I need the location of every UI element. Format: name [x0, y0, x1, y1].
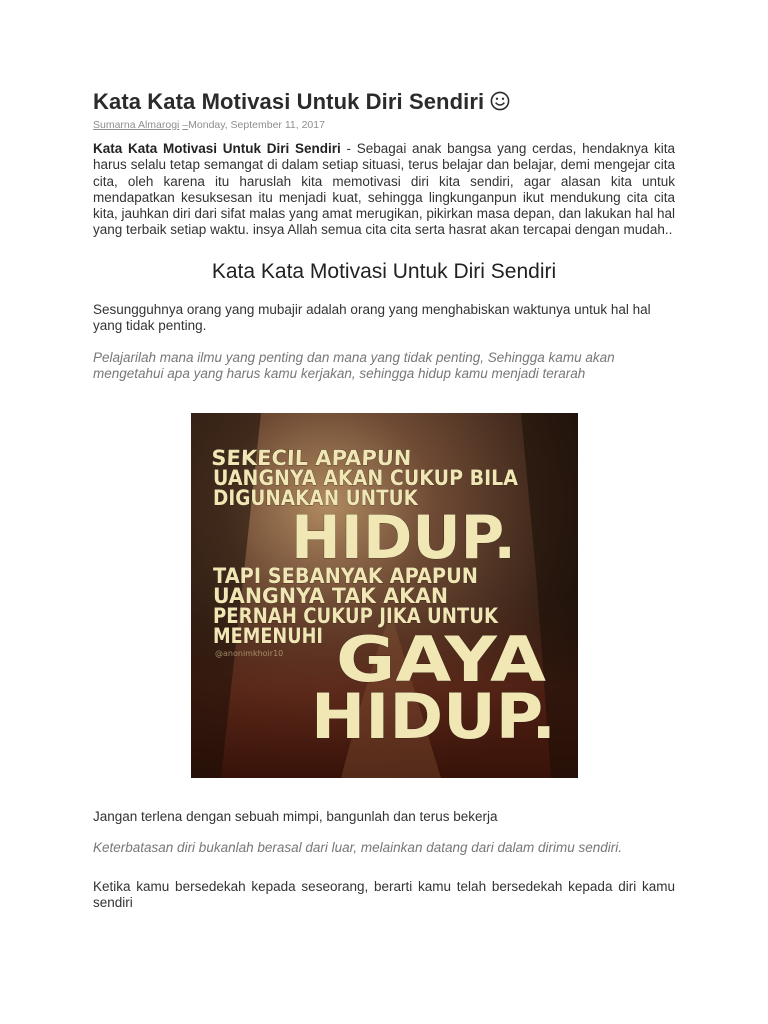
- intro-text: - Sebagai anak bangsa yang cerdas, hendaknya kita harus selalu tetap semangat di dalam setiap situasi, terus belajar dan belajar, demi mengejar cita cita, oleh karena itu haruslah kita memotivasi diri kita sendiri, agar alasan kita untuk mendapatkan kesuksesan itu menjadi kuat, sehingga lingkunganpun ikut mendukung cita cita kita, jauhkan diri dari sifat malas yang amat merugikan, pikirkan masa depan, dan lakukan hal hal yang terbaik setiap waktu. insya Allah semua cita cita serta hasrat akan tercapai dengan mudah..: [93, 141, 675, 238]
- poster-big-gaya: GAYA: [335, 622, 546, 696]
- quote-2: Keterbatasan diri bukanlah berasal dari luar, melainkan datang dari dalam dirimu sendiri.: [93, 840, 623, 856]
- quote-1: Pelajarilah mana ilmu yang penting dan mana yang tidak penting, Sehingga kamu akan mengetahui apa yang harus kamu kerjakan, sehingga hidup kamu menjadi terarah: [93, 349, 615, 382]
- byline: [93, 118, 675, 132]
- poster-graphic: [191, 413, 578, 778]
- paragraph-3: Ketika kamu bersedekah kepada seseorang, berarti kamu telah bersedekah kepada diri kamu sendiri: [93, 878, 675, 911]
- poster-watermark: @anonimkhoir10: [214, 648, 283, 658]
- poster-line-7: MEMENUHI: [212, 623, 323, 648]
- poster-line-2: UANGNYA AKAN CUKUP BILA: [212, 465, 519, 490]
- poster-line-6: PERNAH CUKUP JIKA UNTUK: [212, 603, 499, 628]
- poster-big-hidup-1: HIDUP.: [290, 502, 516, 573]
- byline-dash: –: [182, 119, 189, 131]
- article: [93, 88, 675, 912]
- publish-date: Monday, September 11, 2017: [188, 119, 325, 131]
- paragraph-1: Sesungguhnya orang yang mubajir adalah orang yang menghabiskan waktunya untuk hal hal yang tidak penting.: [93, 301, 651, 334]
- intro-paragraph: [93, 141, 675, 239]
- section-heading: Kata Kata Motivasi Untuk Diri Sendiri: [211, 259, 557, 283]
- poster-line-1: SEKECIL APAPUN: [210, 445, 412, 470]
- poster-line-5: UANGNYA TAK AKAN: [212, 583, 448, 608]
- article-title-text: Kata Kata Motivasi Untuk Diri Sendiri: [93, 89, 485, 114]
- motivation-poster-image: [191, 413, 578, 778]
- author-link[interactable]: Sumarna Almarogi: [93, 119, 180, 131]
- intro-bold: Kata Kata Motivasi Untuk Diri Sendiri: [93, 141, 341, 156]
- article-title: [93, 88, 675, 118]
- poster-line-3: DIGUNAKAN UNTUK: [212, 485, 419, 510]
- paragraph-2: Jangan terlena dengan sebuah mimpi, bangunlah dan terus bekerja: [93, 808, 498, 824]
- smiley-icon: [490, 90, 510, 118]
- poster-big-hidup-2: HIDUP.: [310, 679, 556, 753]
- poster-line-4: TAPI SEBANYAK APAPUN: [212, 563, 478, 588]
